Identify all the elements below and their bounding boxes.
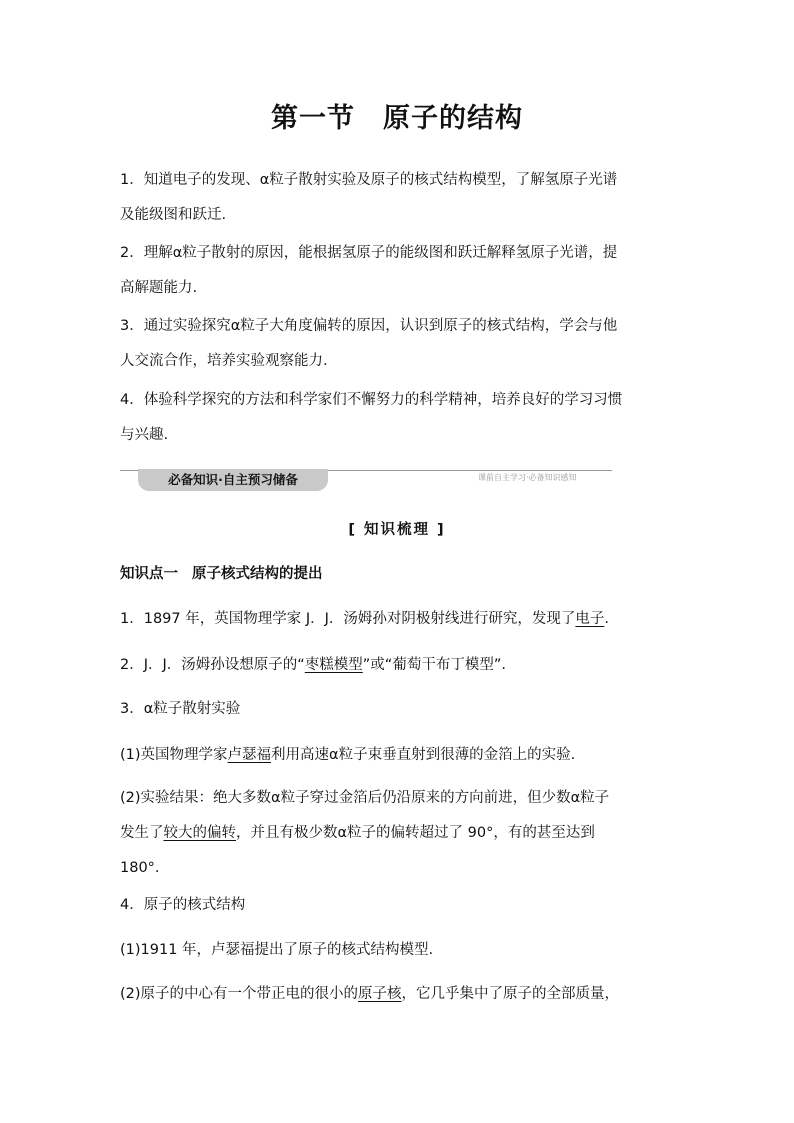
item-4-1: (1)1911 年，卢瑟福提出了原子的核式结构模型.	[120, 942, 434, 958]
item-3-1: (1)英国物理学家卢瑟福利用高速α粒子束垂直射到很薄的金箔上的实验.	[120, 747, 576, 763]
knowledge-point-label: 知识点一	[120, 566, 178, 582]
objective-3: 3．通过实验探究α粒子大角度偏转的原因，认识到原子的核式结构，学会与他 人交流合作，培养实验观察能力.	[120, 318, 618, 369]
item-1: 1．1897 年，英国物理学家 J．J．汤姆孙对阴极射线进行研究，发现了电子.	[120, 611, 610, 627]
banner-subtitle: 课前自主学习·必备知识感知	[478, 473, 577, 482]
objective-2: 2．理解α粒子散射的原因，能根据氢原子的能级图和跃迁解释氢原子光谱，提 高解题能力.	[120, 245, 618, 296]
page-title	[0, 96, 794, 135]
banner-tab: 必备知识·自主预习储备	[138, 469, 328, 491]
underlined-answer: 枣糕模型	[304, 657, 363, 673]
objective-1: 1．知道电子的发现、α粒子散射实验及原子的核式结构模型，了解氢原子光谱 及能级图和跃迁.	[120, 172, 618, 223]
section-heading: [ 知识梳理 ]	[348, 522, 446, 538]
knowledge-point-heading	[120, 557, 676, 592]
title-section-name: 原子的结构	[383, 103, 523, 134]
item-3-2: (2)实验结果：绝大多数α粒子穿过金箔后仍沿原来的方向前进，但少数α粒子 发生了较大的偏转，并且有极少数α粒子的偏转超过了 90°，有的甚至达到 180°.	[120, 790, 610, 876]
objective-4: 4．体验科学探究的方法和科学家们不懈努力的科学精神，培养良好的学习习惯 与兴趣.	[120, 392, 623, 443]
item-3-heading: 3．α粒子散射实验	[120, 701, 241, 717]
underlined-answer: 卢瑟福	[227, 747, 272, 763]
underlined-answer: 原子核	[358, 986, 402, 1002]
underlined-answer: 电子	[575, 611, 605, 627]
item-2: 2．J．J．汤姆孙设想原子的“枣糕模型”或“葡萄干布丁模型”.	[120, 657, 506, 673]
item-4-2: (2)原子的中心有一个带正电的很小的原子核，它几乎集中了原子的全部质量，	[120, 986, 620, 1002]
title-section-number: 第一节	[271, 103, 355, 134]
underlined-answer: 较大的偏转	[163, 825, 236, 841]
item-4-heading: 4．原子的核式结构	[120, 897, 246, 913]
knowledge-point-title: 原子核式结构的提出	[192, 566, 323, 582]
